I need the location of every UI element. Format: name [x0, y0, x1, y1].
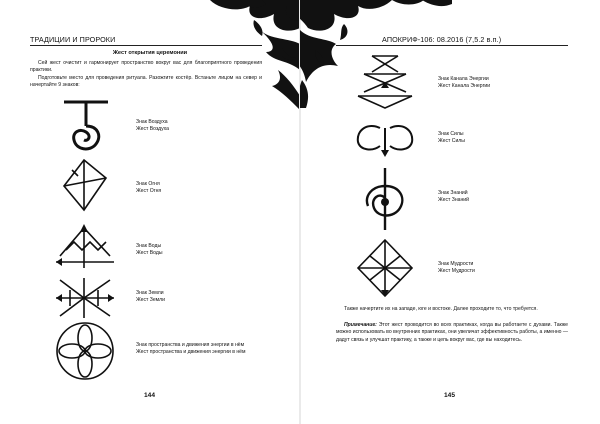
space-sign-icon	[54, 320, 116, 382]
space-sign-label: Знак пространства и движения энергии в нём Жест пространства и движения энергии в нём	[136, 342, 246, 356]
note-paragraph	[336, 322, 568, 344]
intro-paragraph: Сей жест очистит и гармонирует пространство вокруг вас для благоприятного проведения практики.	[30, 60, 262, 74]
header-rule	[336, 45, 568, 46]
energy-channel-sign-label: Знак Канала Энергии Жест Канала Энергии	[438, 76, 491, 90]
header-rule	[30, 45, 262, 46]
air-sign-label: Знак Воздуха Жест Воздуха	[136, 119, 170, 133]
water-sign-label: Знак Воды Жест Воды	[136, 243, 163, 257]
power-sign-label: Знак Силы Жест Силы	[438, 131, 465, 145]
note-label: Примечание:	[344, 322, 377, 328]
closing-paragraph: Также начертите их на западе, юге и востоке. Далее проходите то, что требуется.	[344, 306, 538, 312]
page-number: 145	[444, 392, 456, 399]
fire-sign-icon	[58, 156, 114, 214]
page-number: 144	[144, 392, 156, 399]
running-header: ТРАДИЦИИ И ПРОРОКИ	[30, 35, 116, 44]
right-page	[300, 0, 600, 424]
instruction-paragraph: Подготовьте место для проведения ритуала. Разожгите костёр. Встаньте лицом на север и начертайте 9 знаков:	[30, 75, 262, 89]
running-header: АПОКРИФ-106: 08.2016 (7,5.2 в.п.)	[382, 35, 502, 44]
earth-sign-icon	[52, 276, 118, 320]
knowledge-sign-label: Знак Знаний Жест Знаний	[438, 190, 469, 204]
power-sign-icon	[350, 120, 420, 158]
wisdom-sign-label: Знак Мудрости Жест Мудрости	[438, 261, 475, 275]
knowledge-sign-icon	[356, 164, 414, 234]
air-sign-icon	[58, 94, 114, 156]
water-sign-icon	[52, 222, 118, 272]
section-title: Жест открытия церемонии	[112, 50, 188, 56]
energy-channel-sign-icon	[350, 52, 420, 110]
note-text: Этот жест проводится во всех практиках, когда вы работаете с духами. Также можно использовать во внутренних практиках, они увеличат эффективность работы, а именно — дадут связь и улучшат практику, а также и цепь вокруг вас, где вы находитесь.	[336, 322, 568, 343]
wisdom-sign-icon	[352, 236, 418, 300]
fire-sign-label: Знак Огня Жест Огня	[136, 181, 162, 195]
earth-sign-label: Знак Земли Жест Земли	[136, 290, 165, 304]
